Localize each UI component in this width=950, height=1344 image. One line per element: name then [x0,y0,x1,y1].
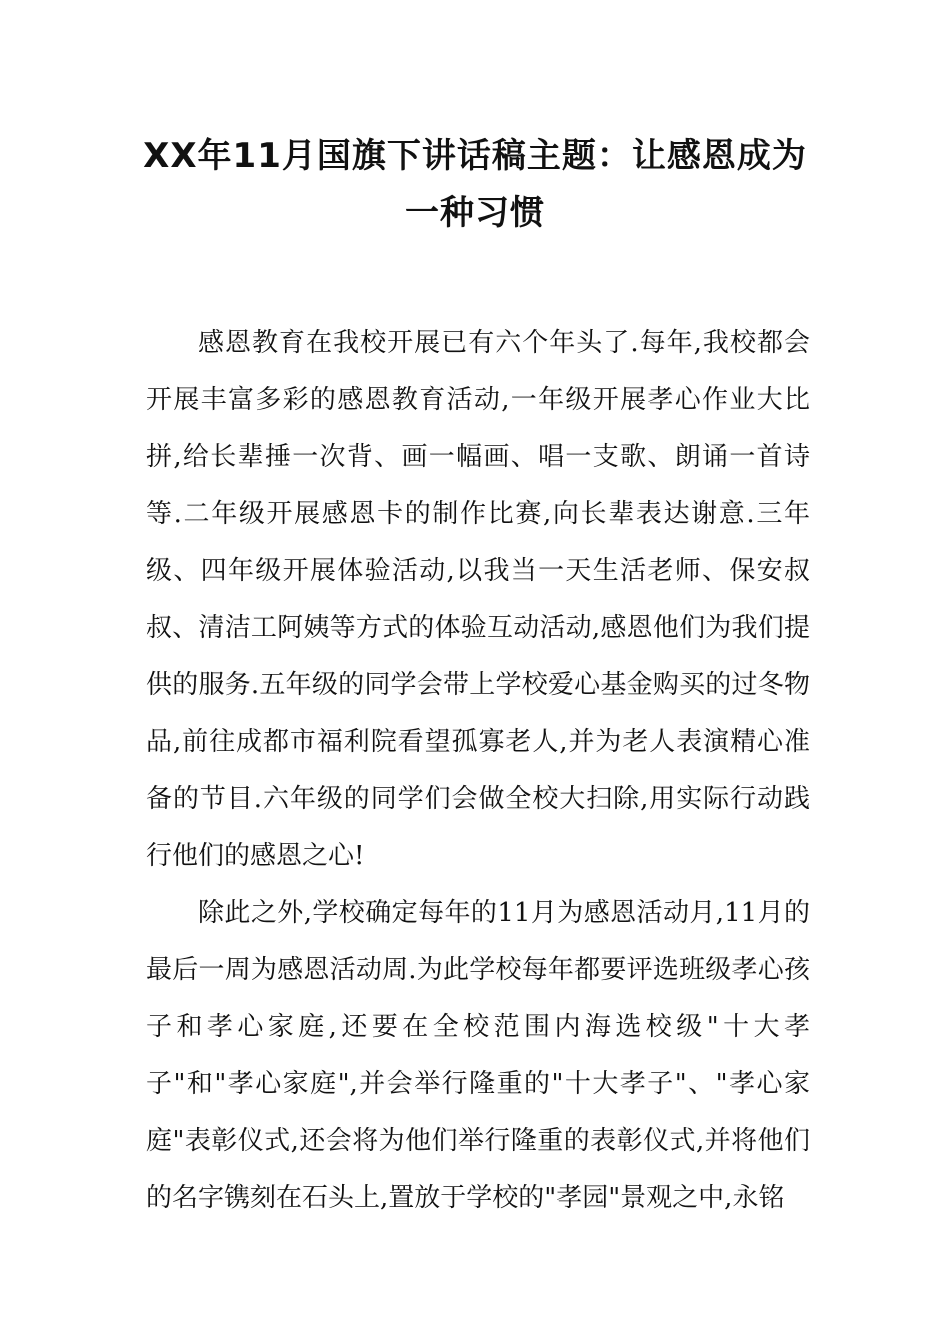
paragraph-2: 除此之外,学校确定每年的11月为感恩活动月,11月的最后一周为感恩活动周.为此学校每年都要评选班级孝心孩子和孝心家庭,还要在全校范围内海选校级"十大孝子"和"孝心家庭",并会举行隆重的"十大孝子"、"孝心家庭"表彰仪式,还会将为他们举行隆重的表彰仪式,并将他们的名字镌刻在石头上,置放于学校的"孝园"景观之中,永铭 [146,898,810,1213]
document-body [146,315,810,1227]
title-line-1: XX年11月国旗下讲话稿主题：让感恩成为 [143,136,807,176]
paragraph-1: 感恩教育在我校开展已有六个年头了.每年,我校都会开展丰富多彩的感恩教育活动,一年级开展孝心作业大比拼,给长辈捶一次背、画一幅画、唱一支歌、朗诵一首诗等.二年级开展感恩卡的制作比赛,向长辈表达谢意.三年级、四年级开展体验活动,以我当一天生活老师、保安叔叔、清洁工阿姨等方式的体验互动活动,感恩他们为我们提供的服务.五年级的同学会带上学校爱心基金购买的过冬物品,前往成都市福利院看望孤寡老人,并为老人表演精心准备的节目.六年级的同学们会做全校大扫除,用实际行动践行他们的感恩之心! [146,328,810,871]
title-line-2: 一种习惯 [405,193,545,233]
document-title [100,128,850,242]
